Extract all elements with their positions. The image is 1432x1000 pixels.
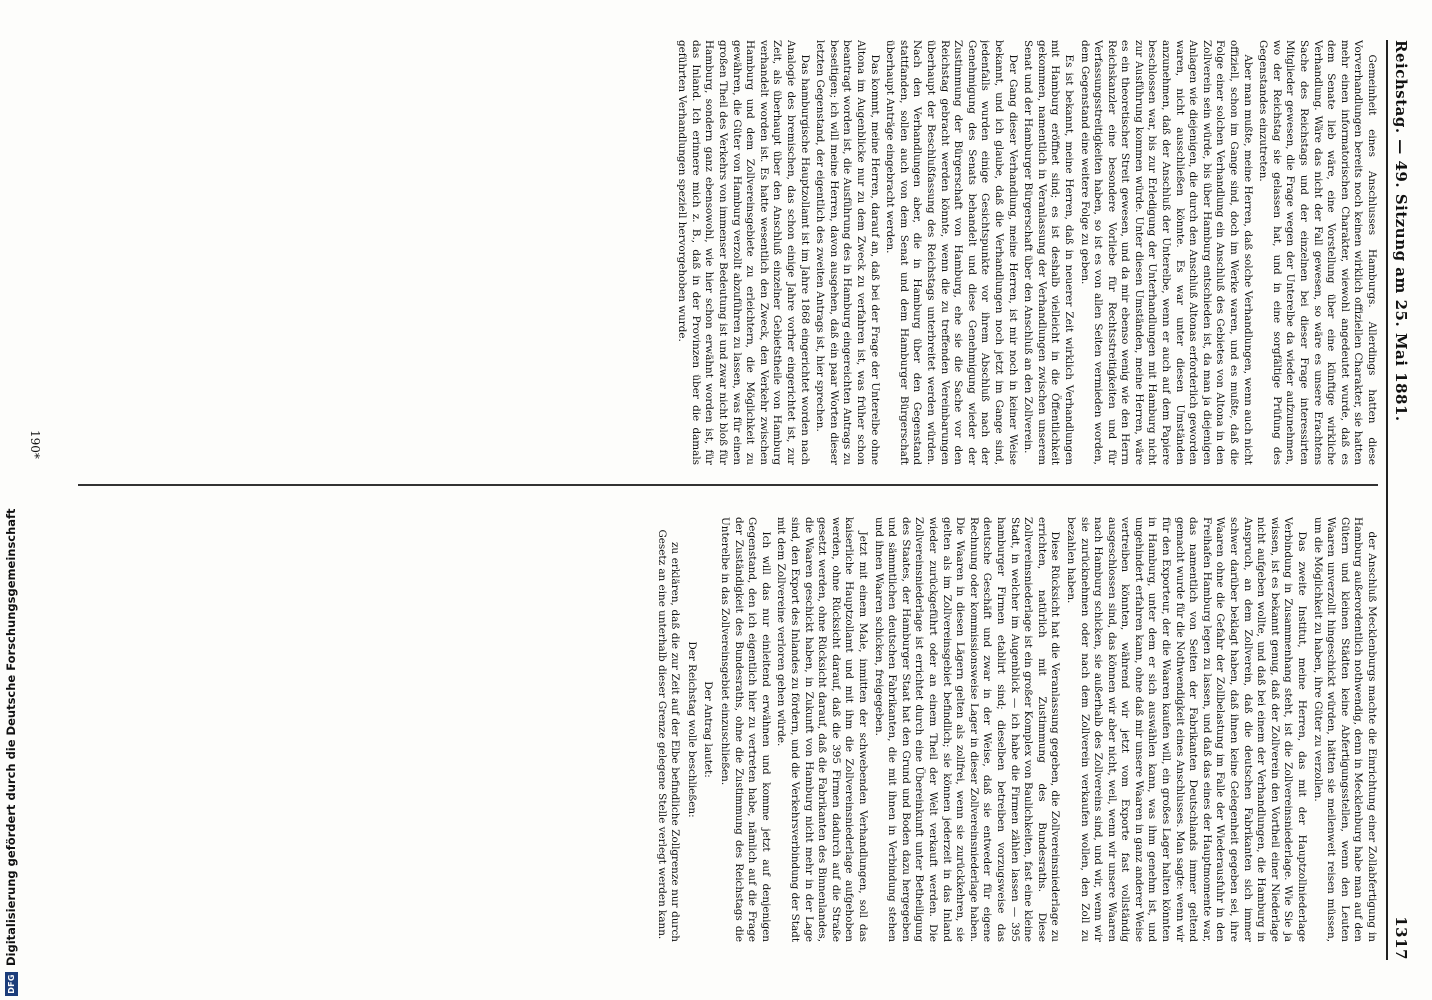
text-column-right: [48, 517, 1378, 942]
header-rule: [1386, 40, 1388, 960]
column-divider: [78, 484, 1378, 486]
motion-intro: Der Antrag lautet:: [702, 681, 715, 778]
text-column-left: [48, 40, 1378, 465]
paragraph: Das hamburgische Hauptzollamt ist im Jahre 1868 eingerichtet worden nach Analogie des bremischen, das schon einige Jahre vorher eingerichtet ist, zur Zeit, als überhaupt über den Anschluß einzelner Gebietstheile von Hamburg verhandelt worden ist. Es hatte wesentlich den Zweck, den Verkehr zwischen Hamburg und dem Zollvereinsgebiete zu erleichtern, die Möglichkeit zu gewähren, die Güter von Hamburg verzollt abzuführen zu lassen, was für einen großen Theil des Verkehrs von immenser Bedeutung ist und zwar nicht bloß für Hamburg, sondern ganz ebensowohl, wie hier schon erwähnt worden ist, für das Inland. Ich erinnere mich z. B., daß in der Provinzen über die damals geführten Verhandlungen speziell hervorgehoben wurde.: [676, 40, 811, 465]
running-head: Reichstag. — 49. Sitzung am 25. Mai 1881.: [1392, 40, 1410, 422]
page-number: 1317: [1392, 916, 1410, 960]
paragraph: Aber man mußte, meine Herren, daß solche Verhandlungen, wenn auch nicht offiziell, schon im Gange sind, doch im Werke waren, und es mußte, daß die Folge einer solchen Verhandlung ein Anschluß des Gebietes von Altona in den Zollverein sein würde, bis über Hamburg entschieden ist, da man ja diejenigen Anlagen wie diejenigen, die durch den Anschluß Altonas erforderlich geworden waren, nicht ausschließen könnte. Es war unter diesen Umständen anzunehmen, daß der Anschluß der Unterelbe, wenn er auch auf dem Papiere beschlossen war, bis zur Erledigung der Unterhandlungen mit Hamburg nicht zur Ausführung kommen würde. Unter diesen Umständen, meine Herren, wäre es ein theoretischer Streit gewesen, und da mir ebenso wenig wie den Herrn Reichskanzler eine besondere Vorliebe für Rechtsstreitigkeiten und für Verfassungsstreitigkeiten haben, so ist es von allen Seiten vermieden worden, dem Gegenstand eine weitere Folge zu geben.: [1078, 40, 1254, 465]
paragraph: Ich will das nur einleitend erwähnen und komme jetzt auf denjenigen Gegenstand, den ich eigentlich hier zu vertreten habe, nämlich auf die Frage der Zuständigkeit des Bundesraths, ohne die Zustimmung des Reichstags die Unterelbe in das Zollvereinsgebiet einzuschließen.: [719, 517, 772, 942]
paragraph: Jetzt mit einem Male, inmitten der schwebenden Verhandlungen, soll das kaiserliche Hauptzollamt und mit ihm die Zollvereinsniederlage aufgehoben werden, ohne Rücksicht darauf, daß die 395 Firmen dadurch auf die Straße gesetzt werden, ohne Rücksicht darauf, daß die Fabrikanten des Binnenlandes, die Waaren geschickt haben, in Zukunft von Hamburg nicht mehr in der Lage sind, den Export des Inlandes zu fördern, und die Verkehrsverbindung der Stadt mit dem Zollvereine verloren gehen würde.: [775, 517, 870, 942]
paragraph: Gemeinheit eines Anschlusses Hamburgs. Allerdings hatten diese Vorverhandlungen bereits noch keinen wirklich offiziellen Charakter, sie hatten mehr einen informatorischen Charakter, wiewohl angedeutet wurde, daß es dem Senate lieb wäre, eine Vorstellung über eine künftige wirkliche Verhandlung. Wäre das nicht der Fall gewesen, so wäre es unsere Erachtens Sache des Reichstags und der einzelnen bei dieser Frage interessirten Mitglieder gewesen, die Frage wegen der Unterelbe da wieder aufzunehmen, wo der Reichstag sie gelassen hat, und in eine sorgfältige Prüfung des Gegenstandes einzutreten.: [1257, 40, 1378, 465]
page-header: [1390, 40, 1414, 960]
signature-mark: 190*: [28, 430, 42, 459]
paragraph: Das kommt, meine Herren, darauf an, daß bei der Frage der Unterelbe ohne Altona im Augenblicke nur zu dem Zweck zu verfahren ist, was früher schon beantragt worden ist, die Ausführung des in Hamburg eingereichten Antrags zu beseitigen; ich will meine Herren, davon ausgehen, daß ein paar Worten dieser letzten Gegenstand, der eigentlich des zweiten Antrags ist, hier sprechen.: [814, 40, 881, 465]
dfg-logo-icon: DFG: [5, 972, 18, 996]
paragraph: Der Gang dieser Verhandlung, meine Herren, ist mir noch in keiner Weise bekannt, und ich glaube, daß die Verhandlungen noch jetzt im Gange sind, jedenfalls wurden einige Gesichtspunkte vor ihrem Abschluß nach der Genehmigung des Senats behandelt und diese Genehmigung wieder der Zustimmung der Bürgerschaft von Hamburg, ehe sie die Sache vor den Reichstag gebracht werden könnte, wenn die zu treffenden Vereinbarungen überhaupt der Beschlußfassung des Reichstags unterbreitet werden würden. Nach den Verhandlungen aber, die in Hamburg über den Gegenstand stattfanden, sollen auch von dem Senat und dem Hamburger Bürgerschaft überhaupt Anträge eingebracht werden.: [884, 40, 1019, 465]
paragraph: der Anschluß Mecklenburgs machte die Einrichtung einer Zollabfertigung in Hamburg außerordentlich nothwendig, denn in Mecklenburg habe man auf den Gütern und kleinen Städten keine Abfertigungsstellen, wenn den Leuten Waaren unverzollt hingeschickt würden, hätten sie meilenweit reisen müssen, um die Möglichkeit zu haben, ihre Güter zu verzollen.: [1311, 517, 1378, 942]
digitization-text: Digitalisierung gefördert durch die Deutsche Forschungsgemeinschaft: [4, 508, 18, 966]
motion-heading: Der Reichstag wolle beschließen:: [685, 641, 698, 818]
digitization-note: [4, 508, 18, 996]
paragraph: Diese Rücksicht hat die Veranlassung gegeben, die Zollvereinsniederlage zu errichten, natürlich mit Zustimmung des Bundesraths. Diese Zollvereinsniederlage ist ein großer Komplex von Baulichkeiten, fast eine kleine Stadt, in welcher im Augenblick — ich habe die Firmen zählen lassen — 395 hamburger Firmen etablirt sind; dieselben betreiben vorzugsweise das deutsche Geschäft und zwar in der Weise, daß sie entweder für eigene Rechnung oder kommissionsweise Lager in dieser Zollvereinsniederlage haben. Die Waaren in diesen Lägern gelten als zollfrei, wenn sie zurückkehren, sie gelten als im Zollvereinsgebiet befindlich; sie können jederzeit in das Inland wieder zurückgeführt oder an einem Theil der Welt verkauft werden. Die Zollvereinsniederlage ist errichtet durch eine Übereinkunft unter Betheiligung des Staates, der Hamburger Staat hat den Grund und Boden dazu hergegeben und sämmtlichen deutschen Fabrikanten, die mit ihnen in Verbindung stehen und ihnen Waaren schicken, freigegeben.: [872, 517, 1062, 942]
paragraph: Das zweite Institut, meine Herren, das mit der Hauptzollniederlage Verbindung in Zusammenhang steht, ist die Zollvereinsniederlage. Wie Sie ja wissen, ist es bekannt genug, daß der Zollverein den Vortheil einer Niederlage nicht aufgeben wollte, und daß bei einem der Verhandlungen, die Hamburg in Anspruch, an dem Zollverein, daß die deutschen Fabrikanten sich immer schwer darüber beklagt haben, daß ihnen keine Gelegenheit gegeben sei, ihre Waaren ohne die Gefahr der Zollbelastung im Falle der Wiederausfuhr in den Freihafen Hamburg legen zu lassen, und daß das eines der Hauptmomente war, das namentlich von Seiten der Fabrikanten Deutschlands immer geltend gemacht wurde für die Nothwendigkeit eines Anschlusses. Man sagte: wenn wir für den Exporteur, der die Waaren kaufen will, ein großes Lager halten könnten in Hamburg, unter dem er sich auswählen kann, was ihm genehm ist, und ungehindert erfahren kann, ohne daß mir unsere Waaren in ganz anderer Weise vertreiben könnten, während wir jetzt vom Exporte fast vollständig ausgeschlossen sind, das können wir aber nicht, weil, wenn wir unsere Waaren nach Hamburg schicken, sie außerhalb des Zollvereins sind, und wir, wenn wir sie zurücknehmen oder nach dem Zollverein verkaufen wollen, den Zoll zu bezahlen haben.: [1064, 517, 1309, 942]
motion-text: zu erklären, daß die zur Zeit auf der Elbe befindliche Zollgrenze nur durch Gesetz an eine unterhalb dieser Grenze gelegene Stelle verlegt werden kann.: [655, 529, 682, 942]
paragraph: Es ist bekannt, meine Herren, daß in neuerer Zeit wirklich Verhandlungen mit Hamburg eröffnet sind; es ist deshalb vielleicht in die Öffentlichkeit gekommen, namentlich in Veranlassung der Verhandlungen zwischen unserem Senat und der Hamburger Bürgerschaft über den Anschluß an den Zollverein.: [1022, 40, 1075, 465]
